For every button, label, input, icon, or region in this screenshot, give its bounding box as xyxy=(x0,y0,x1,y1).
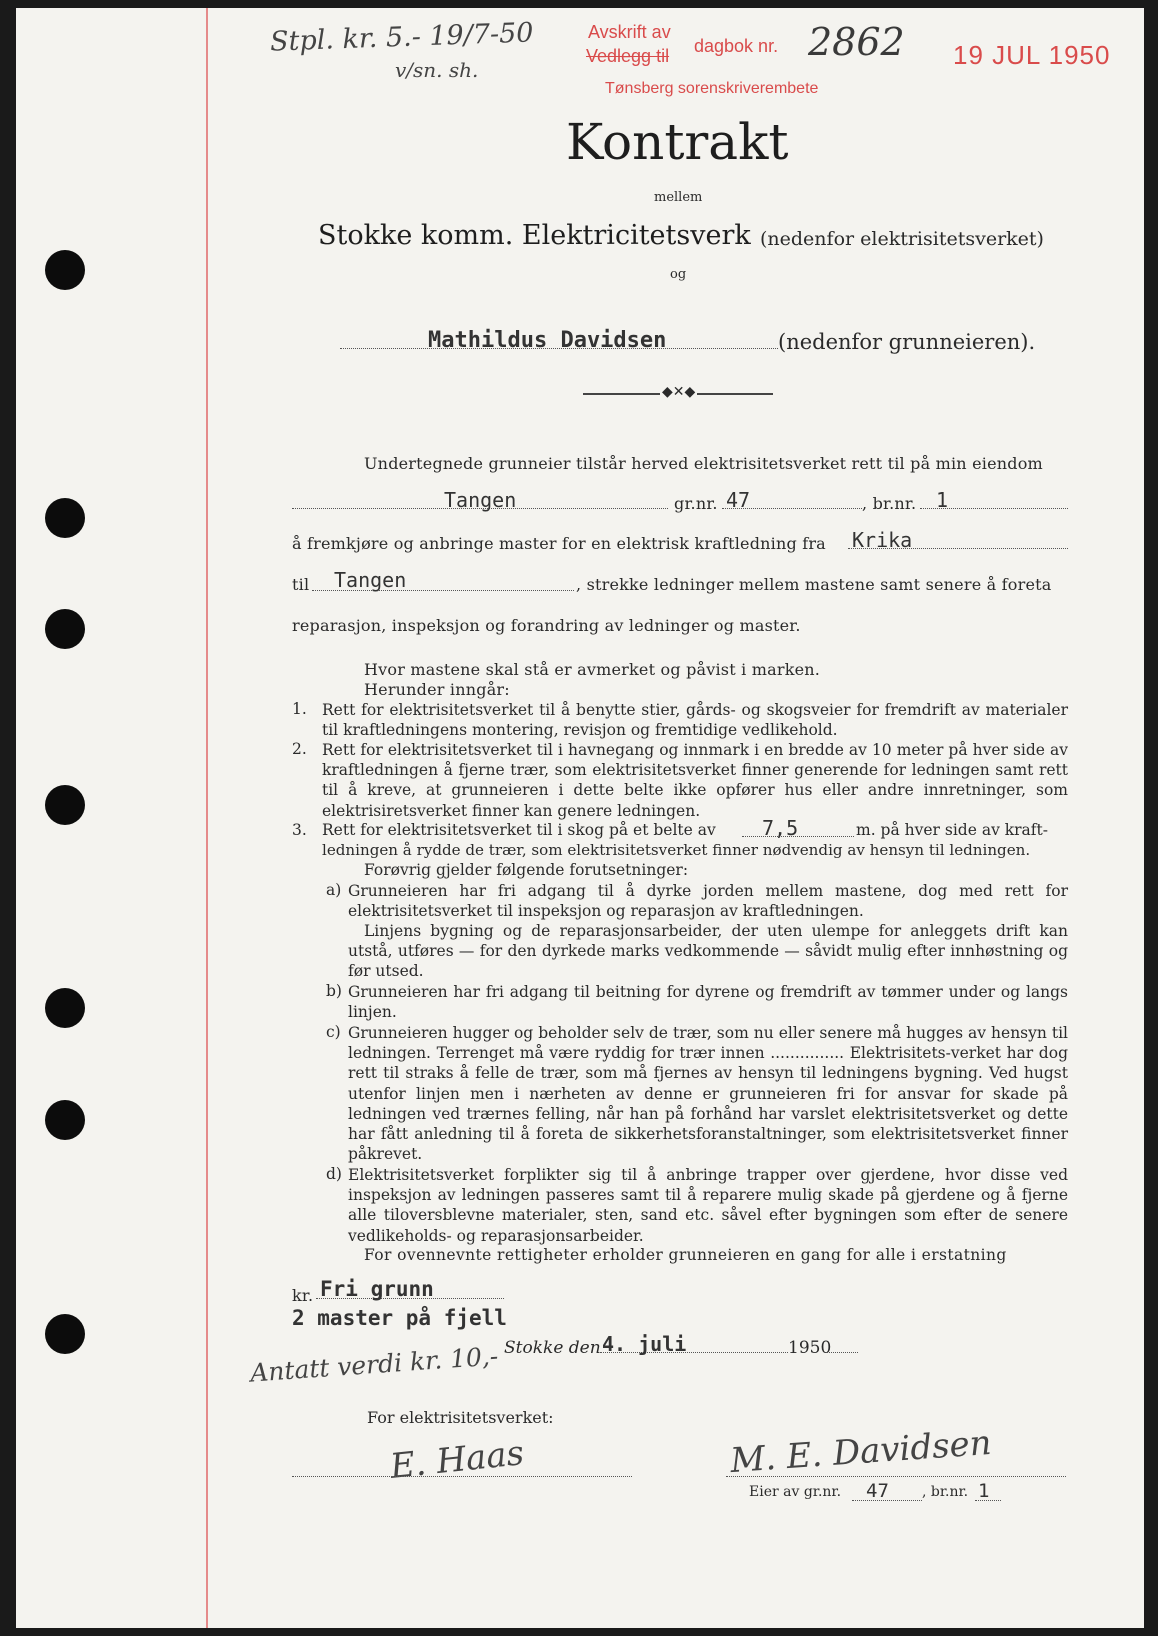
grnr-value: 47 xyxy=(726,488,751,512)
herunder-text: Herunder inngår: xyxy=(364,680,510,699)
red-margin-line xyxy=(206,8,208,1628)
eier-brnr: 1 xyxy=(978,1480,990,1502)
item-1-text: Rett for elektrisitetsverket til å benytte stier, gårds- og skogsveier for fremdrift av materialer til kraftledningens montering, revisjon og fremtidige vedlikehold. xyxy=(322,701,1068,740)
forovrig-text: Forøvrig gjelder følgende forutsetninger: xyxy=(364,861,689,879)
punch-hole xyxy=(45,785,85,825)
place-label: Stokke den xyxy=(504,1338,601,1358)
kr-value: Fri grunn xyxy=(320,1277,434,1301)
item-2-number: 2. xyxy=(292,740,307,758)
sub-item-a-label: a) xyxy=(326,881,342,899)
handwritten-value-note: Antatt verdi kr. 10,- xyxy=(249,1341,500,1388)
punch-hole xyxy=(45,498,85,538)
punch-hole xyxy=(45,609,85,649)
signature-right-line xyxy=(726,1476,1066,1477)
brnr-value: 1 xyxy=(936,488,949,512)
signature-left: E. Haas xyxy=(388,1433,526,1487)
sub-item-a2-text: Linjens bygning og de reparasjonsarbeider, der uten ulempe for anleggets drift kan utstå, utføres — for den dyrkede marks vedkommende — såvidt mulig efter innhøstning og før utsed. xyxy=(348,922,1068,981)
date-day: 4. juli xyxy=(602,1332,687,1356)
party-2-note: (nedenfor grunneieren). xyxy=(778,330,1036,354)
intro-text: Undertegnede grunneier tilstår herved elektrisitetsverket rett til på min eiendom xyxy=(364,454,1043,473)
sub-item-b-text: Grunneieren har fri adgang til beitning for dyrene og fremdrift av tømmer under og langs linjen. xyxy=(348,983,1068,1022)
stamp-line-2: Vedlegg til xyxy=(586,46,670,66)
stamp-line-1: Avskrift av xyxy=(588,22,671,42)
sub-item-d-label: d) xyxy=(326,1165,342,1183)
ornament-center: ◆✕◆ xyxy=(662,384,696,400)
party-1: Stokke komm. Elektricitetsverk xyxy=(318,220,751,251)
pencil-fee-note-2: v/sn. sh. xyxy=(395,58,479,82)
eier-brnr-label: , br.nr. xyxy=(922,1484,969,1500)
eier-label: Eier av gr.nr. xyxy=(749,1484,842,1500)
kr-label: kr. xyxy=(292,1286,314,1305)
til-label: til xyxy=(292,575,310,594)
date-year: 1950 xyxy=(788,1338,832,1358)
signature-right: M. E. Davidsen xyxy=(728,1422,993,1482)
masts-note: 2 master på fjell xyxy=(292,1306,507,1330)
stamp-dagbok-label: dagbok nr. xyxy=(694,36,779,56)
ovennevnte-text: For ovennevnte rettigheter erholder grunneieren en gang for alle i erstatning xyxy=(364,1246,1007,1264)
pencil-fee-note: Stpl. kr. 5.- 19/7-50 xyxy=(269,17,534,58)
for-verket-label: For elektrisitetsverket: xyxy=(367,1408,554,1427)
sub-item-c-label: c) xyxy=(326,1023,341,1041)
item-3-number: 3. xyxy=(292,821,307,839)
reparasjon-text: reparasjon, inspeksjon og forandring av ledninger og master. xyxy=(292,616,801,635)
signature-left-line xyxy=(292,1476,632,1477)
punch-hole xyxy=(45,250,85,290)
item-1-number: 1. xyxy=(292,700,307,718)
hvor-text: Hvor mastene skal stå er avmerket og påvist i marken. xyxy=(364,660,821,679)
dagbok-number: 2862 xyxy=(808,20,905,64)
item-3-pre: Rett for elektrisitetsverket til i skog på et belte av xyxy=(322,821,716,839)
mellem-label: mellem xyxy=(654,190,703,205)
party-1-note: (nedenfor elektrisitetsverket) xyxy=(760,228,1044,250)
document-title: Kontrakt xyxy=(566,113,789,171)
sub-item-a-text: Grunneieren har fri adgang til å dyrke jorden mellem mastene, dog med rett for elektrisitetsverket til inspeksjon og reparasjon av kraftledningen. xyxy=(348,882,1068,921)
item-3-line-2: ledningen å rydde de trær, som elektrisitetsverket finner nødvendig av hensyn til ledningen. xyxy=(322,841,1031,859)
grnr-label: gr.nr. xyxy=(674,494,718,513)
punch-hole xyxy=(45,1314,85,1354)
party-2-name: Mathildus Davidsen xyxy=(428,328,667,353)
og-label: og xyxy=(670,267,687,282)
fra-value: Krika xyxy=(852,528,913,552)
fra-text: å fremkjøre og anbringe master for en elektrisk kraftledning fra xyxy=(292,534,826,553)
til-rest-text: , strekke ledninger mellem mastene samt senere å foreta xyxy=(576,575,1052,594)
eier-grnr: 47 xyxy=(866,1480,889,1502)
sub-item-d-text: Elektrisitetsverket forplikter sig til å anbringe trapper over gjerdene, hvor disse ved inspeksjon av ledningen passeres samt til å reparere mulig skade på gjerdene og å fjerne alle tiloversblevne materialer, sten, sand etc. såvel efter bygningen som efter de senere vedlikeholds- og reparasjonsarbeider. xyxy=(348,1166,1068,1245)
brnr-label: , br.nr. xyxy=(862,494,917,513)
sub-item-b-label: b) xyxy=(326,982,342,1000)
sub-item-c-text: Grunneieren hugger og beholder selv de trær, som nu eller senere må hugges av hensyn til ledningen. Terrenget må være ryddig for trær innen ............... Elektrisitets-verket har dog rett til straks å felle de trær, som må fjernes av hensyn til ledningens bygning. Ved hugst utenfor linjen men i nærheten av denne er grunneieren fri for ansvar for skade på ledningen ved trærnes felling, når han på forhånd har varslet elektrisitetsverket og dette har fått anledning til å foreta de sikkerhetsforanstaltninger, som elektrisitetsverket finner påkrevet. xyxy=(348,1024,1068,1164)
year-line xyxy=(826,1352,858,1353)
punch-hole xyxy=(45,988,85,1028)
punch-hole xyxy=(45,1100,85,1140)
item-2-text: Rett for elektrisitetsverket til i havnegang og innmark i en bredde av 10 meter på hver side av kraftledningen å fjerne trær, som elektrisitetsverket finner generende for ledningen samt rett til å kreve, at grunneieren i dette belte ikke opfører hus eller andre innretninger, som elektrisiretsverket finner kan genere ledningen. xyxy=(322,741,1068,820)
property-name: Tangen xyxy=(444,488,517,512)
stamp-date: 19 JUL 1950 xyxy=(953,40,1111,70)
item-3-value: 7,5 xyxy=(762,816,799,840)
item-3-post: m. på hver side av kraft- xyxy=(856,821,1048,839)
stamp-office: Tønsberg sorenskriverembete xyxy=(605,80,819,97)
til-value: Tangen xyxy=(334,568,407,592)
